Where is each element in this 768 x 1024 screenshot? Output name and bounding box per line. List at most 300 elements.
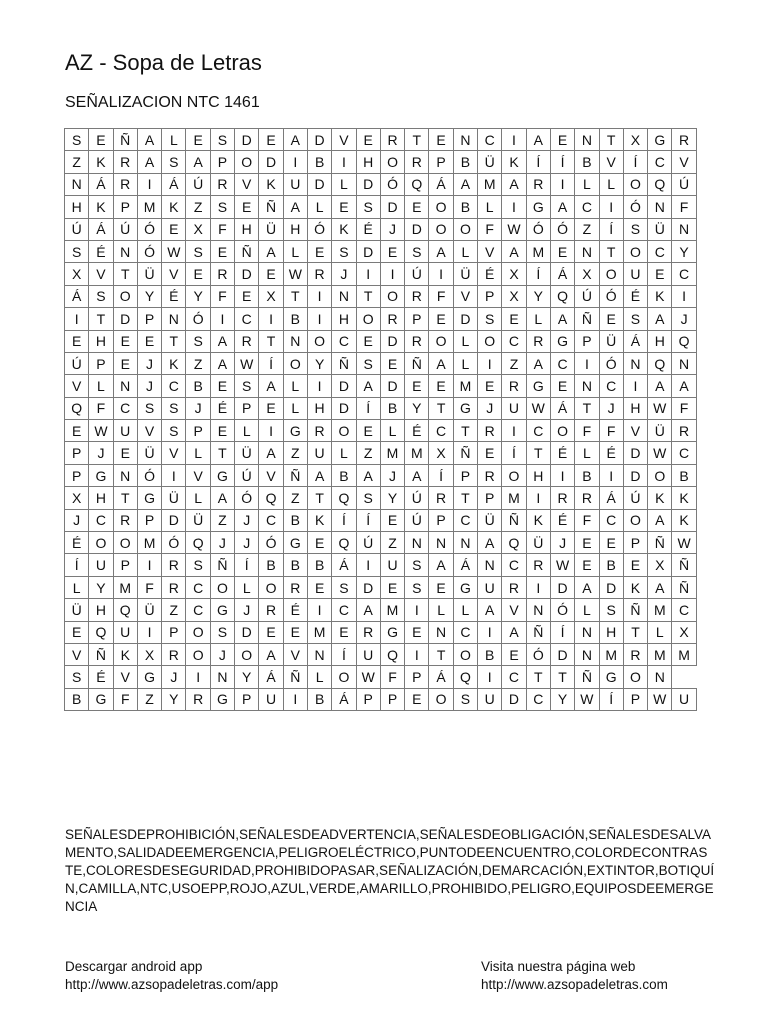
grid-cell: R: [526, 554, 550, 576]
grid-cell: G: [453, 576, 477, 598]
grid-cell: S: [65, 129, 89, 151]
grid-cell: C: [453, 621, 477, 643]
grid-cell: B: [453, 151, 477, 173]
grid-cell: U: [283, 173, 307, 195]
grid-cell: I: [599, 464, 623, 486]
grid-cell: S: [186, 554, 210, 576]
grid-cell: Z: [65, 151, 89, 173]
grid-cell: Ú: [235, 464, 259, 486]
grid-cell: C: [672, 599, 696, 621]
grid-cell: I: [137, 621, 161, 643]
grid-cell: P: [623, 532, 647, 554]
grid-cell: A: [502, 621, 526, 643]
grid-cell: J: [89, 442, 113, 464]
website-link[interactable]: http://www.azsopadeletras.com: [481, 977, 668, 992]
grid-cell: H: [332, 308, 356, 330]
grid-cell: L: [575, 173, 599, 195]
grid-cell: Q: [648, 173, 672, 195]
grid-cell: L: [526, 308, 550, 330]
grid-cell: S: [356, 196, 380, 218]
grid-cell: H: [526, 464, 550, 486]
grid-cell: G: [137, 666, 161, 688]
grid-cell: C: [162, 375, 186, 397]
grid-cell: J: [235, 532, 259, 554]
grid-cell: É: [356, 218, 380, 240]
grid-cell: X: [575, 263, 599, 285]
grid-cell: E: [186, 263, 210, 285]
grid-cell: E: [405, 375, 429, 397]
grid-cell: É: [405, 420, 429, 442]
grid-cell: A: [502, 240, 526, 262]
grid-cell: R: [162, 643, 186, 665]
grid-cell: S: [332, 576, 356, 598]
grid-cell: V: [283, 643, 307, 665]
grid-cell: E: [502, 643, 526, 665]
grid-cell: O: [210, 576, 234, 598]
grid-cell: N: [162, 308, 186, 330]
grid-cell: V: [672, 151, 696, 173]
grid-cell: S: [65, 666, 89, 688]
grid-cell: D: [550, 643, 574, 665]
grid-cell: S: [623, 308, 647, 330]
grid-cell: C: [502, 554, 526, 576]
grid-cell: E: [113, 330, 137, 352]
grid-cell: C: [599, 375, 623, 397]
grid-cell: L: [307, 196, 331, 218]
grid-cell: Ü: [648, 420, 672, 442]
grid-cell: O: [186, 643, 210, 665]
grid-cell: N: [65, 173, 89, 195]
grid-cell: G: [550, 330, 574, 352]
grid-cell: T: [526, 666, 550, 688]
grid-cell: O: [429, 218, 453, 240]
grid-cell: R: [235, 330, 259, 352]
grid-cell: A: [550, 196, 574, 218]
grid-cell: A: [210, 487, 234, 509]
grid-cell: E: [332, 621, 356, 643]
grid-cell: R: [575, 487, 599, 509]
grid-cell: E: [307, 532, 331, 554]
grid-cell: Ó: [599, 285, 623, 307]
grid-cell: S: [453, 688, 477, 710]
grid-cell: É: [210, 397, 234, 419]
grid-cell: T: [210, 442, 234, 464]
grid-cell: R: [113, 173, 137, 195]
grid-cell: Ú: [186, 173, 210, 195]
grid-cell: X: [137, 643, 161, 665]
grid-cell: G: [283, 532, 307, 554]
grid-cell: C: [429, 420, 453, 442]
grid-cell: E: [89, 129, 113, 151]
android-app-label: Descargar android app: [65, 959, 203, 974]
grid-cell: N: [332, 285, 356, 307]
grid-cell: É: [550, 509, 574, 531]
grid-cell: T: [162, 330, 186, 352]
grid-cell: Ü: [162, 487, 186, 509]
grid-cell: M: [648, 643, 672, 665]
grid-cell: W: [575, 688, 599, 710]
grid-cell: E: [65, 621, 89, 643]
grid-cell: V: [89, 263, 113, 285]
grid-cell: G: [453, 397, 477, 419]
android-app-link[interactable]: http://www.azsopadeletras.com/app: [65, 977, 279, 992]
grid-cell: C: [113, 397, 137, 419]
grid-cell: Z: [356, 442, 380, 464]
grid-cell: I: [405, 643, 429, 665]
grid-cell: J: [235, 599, 259, 621]
grid-cell: L: [332, 442, 356, 464]
grid-cell: E: [307, 576, 331, 598]
grid-cell: T: [307, 487, 331, 509]
grid-cell: Ü: [478, 151, 502, 173]
grid-cell: P: [623, 688, 647, 710]
grid-cell: L: [453, 330, 477, 352]
grid-cell: D: [623, 442, 647, 464]
grid-cell: Ú: [575, 285, 599, 307]
grid-cell: Á: [453, 554, 477, 576]
grid-cell: I: [332, 151, 356, 173]
grid-cell: Ü: [478, 509, 502, 531]
grid-cell: L: [89, 375, 113, 397]
grid-cell: D: [623, 464, 647, 486]
grid-cell: J: [599, 397, 623, 419]
grid-cell: I: [502, 196, 526, 218]
grid-cell: I: [623, 375, 647, 397]
grid-cell: Í: [526, 151, 550, 173]
grid-cell: E: [429, 129, 453, 151]
grid-cell: Ñ: [502, 509, 526, 531]
grid-row: [65, 263, 697, 285]
grid-cell: A: [478, 532, 502, 554]
grid-cell: I: [307, 375, 331, 397]
grid-cell: W: [89, 420, 113, 442]
grid-row: [65, 218, 697, 240]
grid-cell: I: [356, 263, 380, 285]
grid-cell: P: [235, 397, 259, 419]
grid-cell: A: [259, 442, 283, 464]
grid-cell: I: [478, 352, 502, 374]
grid-cell: P: [235, 688, 259, 710]
grid-cell: E: [380, 240, 404, 262]
grid-cell: B: [453, 196, 477, 218]
grid-cell: Í: [259, 352, 283, 374]
grid-cell: D: [307, 129, 331, 151]
grid-cell: Ñ: [672, 576, 696, 598]
grid-cell: E: [332, 196, 356, 218]
grid-cell: A: [672, 375, 696, 397]
grid-cell: Á: [65, 285, 89, 307]
grid-cell: L: [235, 420, 259, 442]
grid-cell: K: [502, 151, 526, 173]
grid-cell: A: [210, 352, 234, 374]
grid-cell: S: [405, 240, 429, 262]
grid-cell: U: [623, 263, 647, 285]
grid-cell: I: [137, 554, 161, 576]
grid-cell: Ó: [526, 218, 550, 240]
grid-cell: I: [307, 308, 331, 330]
grid-cell: É: [283, 599, 307, 621]
grid-cell: K: [332, 218, 356, 240]
grid-cell: A: [283, 196, 307, 218]
grid-cell: D: [307, 173, 331, 195]
grid-cell: E: [259, 397, 283, 419]
grid-cell: Q: [332, 532, 356, 554]
grid-cell: B: [283, 308, 307, 330]
grid-cell: L: [380, 420, 404, 442]
grid-cell: K: [89, 151, 113, 173]
grid-cell: N: [478, 554, 502, 576]
grid-cell: V: [332, 129, 356, 151]
grid-cell: Í: [502, 442, 526, 464]
grid-cell: O: [113, 285, 137, 307]
grid-cell: M: [380, 599, 404, 621]
grid-cell: D: [332, 375, 356, 397]
grid-cell: Ü: [648, 218, 672, 240]
grid-cell: S: [405, 554, 429, 576]
grid-cell: Y: [405, 397, 429, 419]
grid-cell: S: [186, 240, 210, 262]
grid-cell: Ú: [672, 173, 696, 195]
grid-cell: T: [356, 285, 380, 307]
grid-cell: W: [235, 352, 259, 374]
grid-cell: N: [575, 643, 599, 665]
grid-cell: V: [162, 263, 186, 285]
grid-cell: Ü: [453, 263, 477, 285]
grid-cell: M: [502, 487, 526, 509]
grid-cell: S: [356, 487, 380, 509]
grid-cell: E: [259, 621, 283, 643]
grid-cell: E: [502, 308, 526, 330]
grid-cell: L: [162, 129, 186, 151]
puzzle-subtitle: SEÑALIZACION NTC 1461: [65, 94, 260, 111]
grid-cell: M: [307, 621, 331, 643]
grid-cell: D: [113, 308, 137, 330]
grid-cell: J: [380, 218, 404, 240]
grid-cell: V: [235, 173, 259, 195]
grid-cell: V: [65, 375, 89, 397]
grid-cell: A: [137, 151, 161, 173]
grid-cell: Í: [550, 621, 574, 643]
grid-cell: V: [599, 151, 623, 173]
grid-row: [65, 285, 697, 307]
grid-cell: S: [210, 621, 234, 643]
grid-cell: L: [186, 442, 210, 464]
grid-cell: M: [599, 643, 623, 665]
grid-cell: Ó: [137, 240, 161, 262]
grid-cell: R: [356, 621, 380, 643]
grid-cell: R: [405, 285, 429, 307]
grid-cell: R: [526, 173, 550, 195]
grid-cell: B: [283, 554, 307, 576]
grid-cell: E: [235, 285, 259, 307]
grid-cell: Ó: [599, 352, 623, 374]
grid-cell: V: [186, 464, 210, 486]
grid-cell: Ñ: [623, 599, 647, 621]
grid-cell: T: [453, 487, 477, 509]
grid-cell: A: [648, 375, 672, 397]
grid-cell: R: [550, 487, 574, 509]
grid-cell: E: [575, 532, 599, 554]
grid-cell: F: [210, 285, 234, 307]
grid-cell: B: [186, 375, 210, 397]
grid-cell: Ñ: [235, 240, 259, 262]
grid-cell: Ú: [65, 352, 89, 374]
grid-cell: O: [186, 621, 210, 643]
grid-cell: C: [235, 308, 259, 330]
grid-cell: M: [453, 375, 477, 397]
grid-row: [65, 599, 697, 621]
grid-cell: Ü: [65, 599, 89, 621]
grid-cell: Q: [65, 397, 89, 419]
grid-cell: U: [259, 688, 283, 710]
grid-cell: U: [113, 621, 137, 643]
grid-cell: Q: [672, 330, 696, 352]
grid-row: [65, 554, 697, 576]
grid-cell: P: [113, 196, 137, 218]
grid-cell: N: [623, 352, 647, 374]
grid-cell: P: [380, 688, 404, 710]
grid-cell: P: [429, 509, 453, 531]
grid-cell: T: [599, 240, 623, 262]
grid-cell: Y: [526, 285, 550, 307]
grid-cell: E: [235, 196, 259, 218]
grid-cell: I: [283, 151, 307, 173]
grid-cell: C: [186, 576, 210, 598]
grid-cell: M: [137, 196, 161, 218]
grid-cell: S: [89, 285, 113, 307]
grid-cell: Q: [113, 599, 137, 621]
grid-cell: M: [113, 576, 137, 598]
grid-cell: L: [235, 576, 259, 598]
grid-cell: Í: [65, 554, 89, 576]
grid-cell: O: [623, 240, 647, 262]
grid-cell: P: [65, 442, 89, 464]
grid-cell: M: [405, 442, 429, 464]
grid-cell: K: [623, 576, 647, 598]
grid-cell: P: [356, 688, 380, 710]
grid-cell: C: [526, 420, 550, 442]
grid-cell: H: [65, 196, 89, 218]
grid-cell: É: [623, 285, 647, 307]
grid-cell: J: [186, 397, 210, 419]
grid-cell: B: [307, 151, 331, 173]
grid-row: [65, 420, 697, 442]
grid-cell: W: [648, 397, 672, 419]
grid-cell: Í: [599, 218, 623, 240]
grid-cell: J: [672, 308, 696, 330]
grid-cell: L: [283, 240, 307, 262]
grid-cell: Ñ: [405, 352, 429, 374]
grid-cell: D: [356, 173, 380, 195]
grid-cell: U: [380, 554, 404, 576]
grid-cell: E: [259, 263, 283, 285]
grid-cell: Q: [89, 621, 113, 643]
grid-cell: Z: [137, 688, 161, 710]
grid-cell: V: [113, 666, 137, 688]
grid-cell: É: [478, 263, 502, 285]
grid-cell: Y: [672, 240, 696, 262]
grid-cell: C: [672, 263, 696, 285]
grid-cell: N: [113, 375, 137, 397]
grid-cell: T: [259, 330, 283, 352]
grid-cell: L: [307, 666, 331, 688]
grid-cell: A: [137, 129, 161, 151]
grid-cell: O: [648, 464, 672, 486]
grid-cell: N: [648, 666, 672, 688]
grid-cell: B: [65, 688, 89, 710]
grid-cell: E: [380, 509, 404, 531]
grid-cell: V: [162, 442, 186, 464]
grid-cell: Ó: [526, 643, 550, 665]
grid-cell: T: [429, 397, 453, 419]
grid-cell: C: [648, 151, 672, 173]
grid-cell: Ñ: [526, 621, 550, 643]
grid-cell: X: [623, 129, 647, 151]
grid-cell: G: [210, 599, 234, 621]
grid-cell: R: [672, 420, 696, 442]
grid-cell: U: [672, 688, 696, 710]
grid-cell: G: [89, 688, 113, 710]
grid-cell: W: [648, 442, 672, 464]
grid-cell: Ñ: [210, 554, 234, 576]
grid-cell: O: [453, 643, 477, 665]
grid-cell: P: [453, 464, 477, 486]
grid-cell: P: [113, 554, 137, 576]
grid-cell: M: [648, 599, 672, 621]
grid-cell: R: [672, 129, 696, 151]
grid-cell: H: [283, 218, 307, 240]
grid-cell: Y: [186, 285, 210, 307]
grid-cell: C: [478, 129, 502, 151]
grid-cell: C: [259, 509, 283, 531]
grid-cell: F: [672, 397, 696, 419]
grid-cell: E: [599, 308, 623, 330]
grid-cell: F: [210, 218, 234, 240]
grid-cell: A: [259, 375, 283, 397]
grid-cell: E: [162, 218, 186, 240]
grid-cell: I: [186, 666, 210, 688]
grid-cell: A: [478, 599, 502, 621]
grid-row: [65, 621, 697, 643]
grid-cell: É: [550, 442, 574, 464]
grid-cell: X: [259, 285, 283, 307]
grid-cell: Ñ: [648, 532, 672, 554]
grid-cell: S: [356, 352, 380, 374]
grid-cell: Ó: [550, 218, 574, 240]
grid-cell: A: [356, 599, 380, 621]
grid-cell: Z: [380, 532, 404, 554]
grid-cell: P: [137, 308, 161, 330]
grid-cell: Ü: [235, 442, 259, 464]
grid-cell: Ú: [405, 509, 429, 531]
grid-row: [65, 352, 697, 374]
grid-cell: U: [113, 420, 137, 442]
grid-cell: B: [380, 397, 404, 419]
grid-cell: N: [526, 599, 550, 621]
grid-cell: I: [380, 263, 404, 285]
grid-cell: O: [453, 218, 477, 240]
grid-cell: P: [65, 464, 89, 486]
grid-cell: I: [307, 599, 331, 621]
grid-cell: D: [380, 375, 404, 397]
grid-cell: O: [599, 263, 623, 285]
grid-cell: T: [550, 666, 574, 688]
grid-cell: S: [623, 218, 647, 240]
grid-cell: Ú: [356, 532, 380, 554]
grid-cell: Ü: [186, 509, 210, 531]
grid-cell: K: [672, 487, 696, 509]
grid-cell: B: [259, 554, 283, 576]
